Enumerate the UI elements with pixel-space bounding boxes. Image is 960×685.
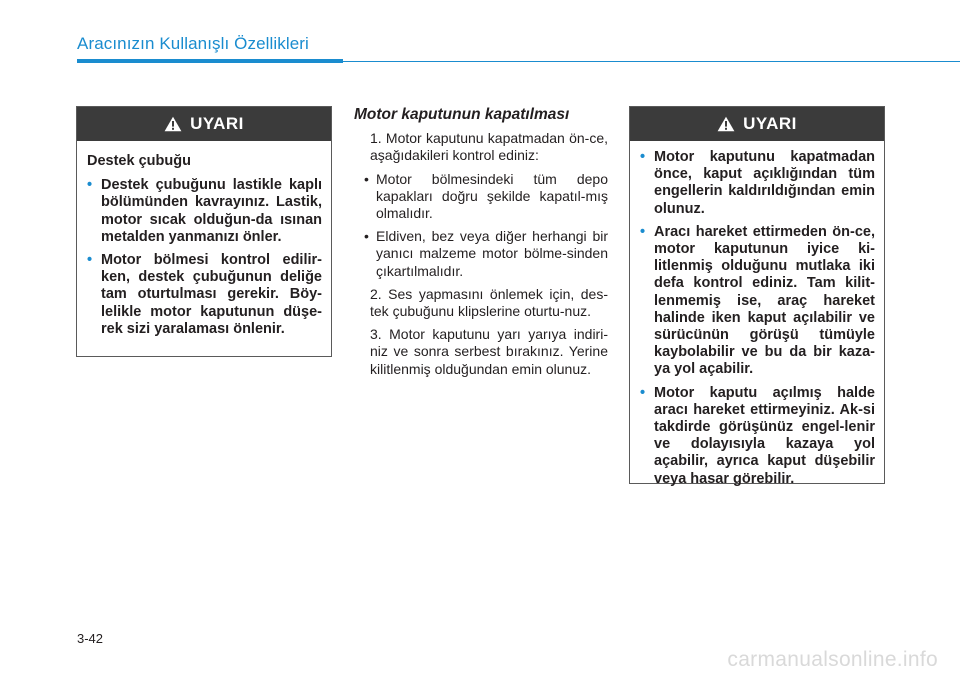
right-warning-box bbox=[629, 106, 885, 487]
warning-heading: UYARI bbox=[190, 114, 244, 133]
warning-body bbox=[630, 141, 884, 504]
watermark-text: carmanualsonline.info bbox=[727, 648, 938, 671]
warning-lead: Destek çubuğu bbox=[87, 153, 191, 169]
procedure-substep: • Eldiven, bez veya diğer herhangi bir yanıcı malzeme motor bölme-sinden çıkartılmalıdır. bbox=[364, 228, 608, 279]
bullet-dot-icon: • bbox=[640, 384, 646, 401]
bullet-dot-icon: • bbox=[87, 177, 93, 194]
bullet-dot-icon: • bbox=[364, 228, 369, 245]
procedure-column bbox=[354, 106, 608, 384]
warning-bullet: • Aracı hareket ettirmeden ön-ce, motor kaputunun iyice ki-litlenmiş olduğunu mutlaka iki defa kontrol ediniz. Tam kilit-lenmemiş ise, araç hareket halinde iken kaput açılabilir ve sürücünün görüşü tümüyle kaybolabilir ve bu da bir kaza-ya yol açabilir. bbox=[640, 223, 875, 378]
bullet-dot-icon: • bbox=[364, 170, 369, 187]
procedure-step: 3. Motor kaputunu yarı yarıya indiri-niz ve sonra serbest bırakınız. Yerine kilitlenmiş olduğundan emin olunuz. bbox=[370, 326, 608, 377]
warning-heading: UYARI bbox=[743, 114, 797, 133]
bullet-dot-icon: • bbox=[87, 252, 93, 269]
left-warning-box bbox=[76, 106, 332, 357]
procedure-step: 1. Motor kaputunu kapatmadan ön-ce, aşağıdakileri kontrol ediniz: bbox=[370, 130, 608, 164]
procedure-step: 2. Ses yapmasını önlemek için, des-tek çubuğunu klipslerine oturtu-nuz. bbox=[370, 285, 608, 320]
header-accent-bar bbox=[77, 59, 343, 63]
page-number: 3-42 bbox=[77, 631, 104, 646]
warning-triangle-icon bbox=[164, 116, 182, 132]
warning-header bbox=[630, 107, 884, 141]
bullet-dot-icon: • bbox=[640, 223, 646, 240]
bullet-dot-icon: • bbox=[640, 149, 646, 165]
warning-bullet: • Destek çubuğunu lastikle kaplı bölümünden kavrayınız. Lastik, motor sıcak olduğun-da ısınan metalden yanmanızı önler. bbox=[87, 177, 322, 245]
warning-bullet: • Motor kaputunu kapatmadan önce, kaput açıklığından tüm engellerin kaldırıldığından emin olunuz. bbox=[640, 149, 875, 217]
warning-body bbox=[77, 141, 331, 354]
header-rule bbox=[343, 61, 960, 62]
section-title: Aracınızın Kullanışlı Özellikleri bbox=[77, 34, 309, 53]
warning-bullet: • Motor kaputu açılmış halde aracı hareket ettirmeyiniz. Ak-si takdirde görüşünüz engel-lenir ve dolayısıyla kazaya yol açabilir, ayrıca kaput düşebilir veya hasar görebilir. bbox=[640, 384, 875, 487]
procedure-heading: Motor kaputunun kapatılması bbox=[354, 106, 570, 123]
warning-triangle-icon bbox=[717, 116, 735, 132]
warning-header bbox=[77, 107, 331, 141]
procedure-substep: • Motor bölmesindeki tüm depo kapakları doğru şekilde kapatıl-mış olmalıdır. bbox=[364, 170, 608, 222]
warning-bullet: • Motor bölmesi kontrol edilir-ken, destek çubuğunun deliğe tam oturtulması gerekir. Böy-lelikle motor kaputunun düşe-rek sizi yaralaması önlenir. bbox=[87, 252, 322, 337]
